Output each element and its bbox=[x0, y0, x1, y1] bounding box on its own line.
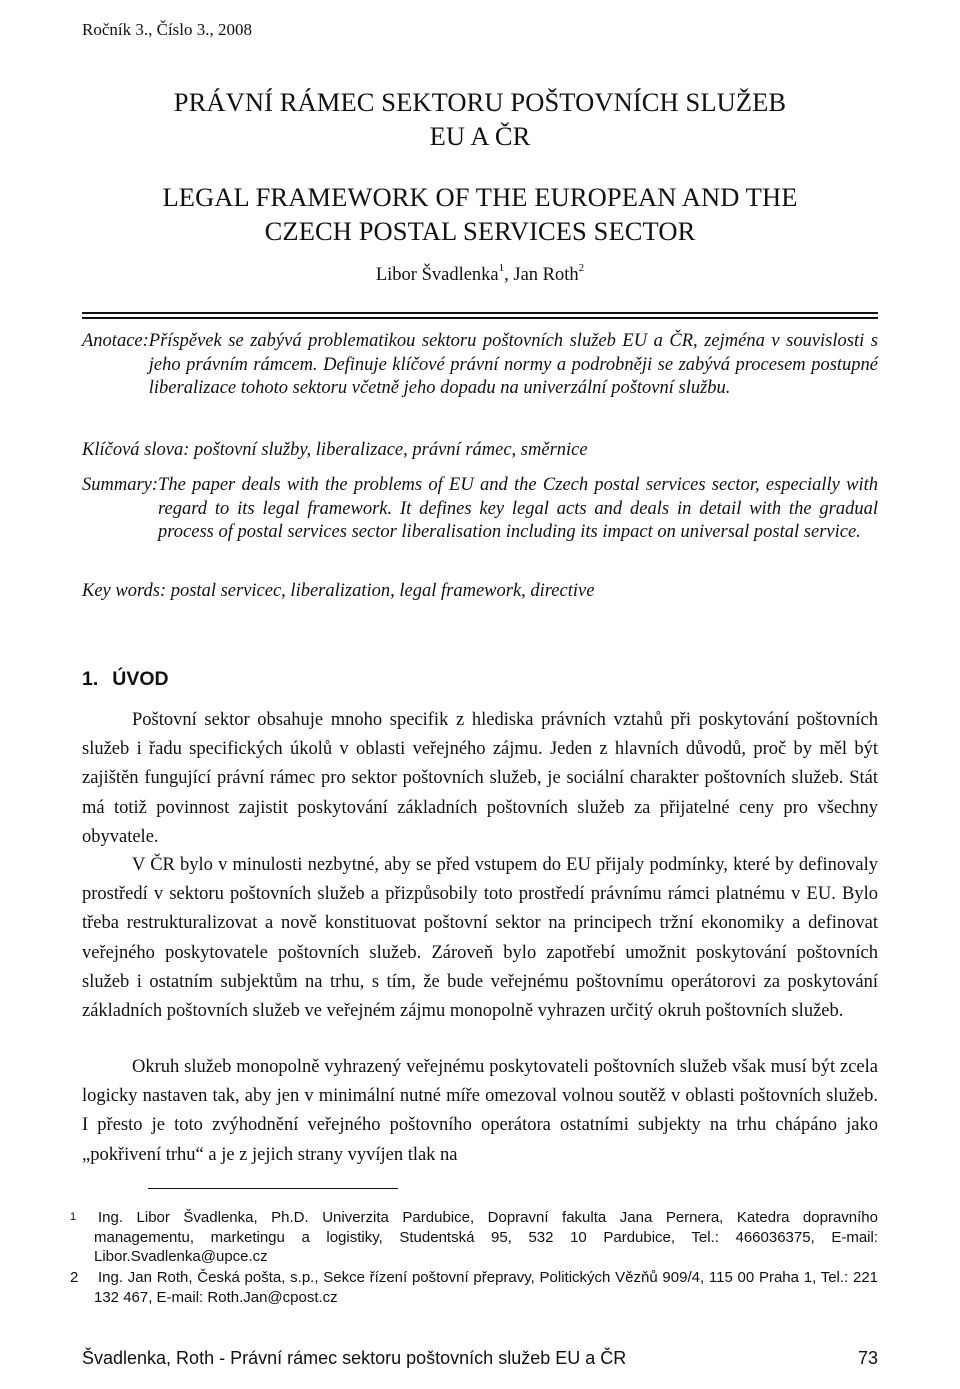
title-english bbox=[82, 180, 878, 248]
abstract-english bbox=[82, 474, 878, 545]
journal-issue-header: Ročník 3., Číslo 3., 2008 bbox=[82, 20, 253, 39]
double-rule-bottom bbox=[82, 317, 878, 319]
keywords-czech: Klíčová slova: poštovní služby, liberalizace, právní rámec, směrnice bbox=[82, 440, 588, 460]
paragraph-3: Okruh služeb monopolně vyhrazený veřejnému poskytovateli poštovních služeb však musí být zcela logicky nastaven tak, aby jen v minimální nutné míře omezoval volnou soutěž v oblasti poštovních služeb. I přesto je toto zvýhodnění veřejného poštovního operátora ostatními subjekty na trhu chápáno jako „pokřivení trhu“ a je z jejich strany vyvíjen tlak na bbox=[82, 1057, 878, 1165]
section-heading bbox=[82, 668, 169, 691]
footnote-2-mark: 2 bbox=[70, 1269, 79, 1286]
title-czech-line1: PRÁVNÍ RÁMEC SEKTORU POŠTOVNÍCH SLUŽEB bbox=[173, 87, 787, 117]
footnote-1-mark: 1 bbox=[70, 1211, 77, 1223]
double-rule-top bbox=[82, 312, 878, 314]
abstract-english-text: The paper deals with the problems of EU and the Czech postal services sector, especially with regard to its legal framework. It defines key legal acts and deals in detail with the gradual process of postal services sector liberalisation including its impact on universal postal service. bbox=[158, 475, 878, 542]
page-footer bbox=[82, 1348, 878, 1369]
title-czech bbox=[82, 85, 878, 153]
keywords-english: Key words: postal servicec, liberalization, legal framework, directive bbox=[82, 581, 595, 601]
abstract-czech-text: Příspěvek se zabývá problematikou sektoru poštovních služeb EU a ČR, zejména v souvislosti s jeho právním rámcem. Definuje klíčové právní normy a podrobněji se zabývá procesem postupné liberalizace tohoto sektoru včetně jeho dopadu na univerzální poštovní službu. bbox=[148, 331, 878, 398]
author-separator: , bbox=[504, 265, 514, 286]
footnote-1 bbox=[70, 1208, 878, 1267]
abstract-czech-label: Anotace: bbox=[82, 331, 149, 351]
section-title: ÚVOD bbox=[112, 668, 169, 690]
footnote-1-text: Ing. Libor Švadlenka, Ph.D. Univerzita Pardubice, Dopravní fakulta Jana Pernera, Katedra dopravního managementu, marketingu a logistiky, Studentská 95, 532 10 Pardubice, Tel.: 466036375, E-mail: Libor.Svadlenka@upce.cz bbox=[94, 1209, 878, 1265]
author-1: Libor Švadlenka bbox=[375, 265, 499, 286]
paragraph-2: V ČR bylo v minulosti nezbytné, aby se před vstupem do EU přijaly podmínky, které by definovaly prostředí v sektoru poštovních služeb a přizpůsobily toto prostředí právnímu rámci platnému v EU. Bylo třeba restrukturalizovat a nově konstituovat poštovní sektor na principech tržní ekonomiky a definovat veřejného poskytovatele poštovních služeb. Zároveň bylo zapotřebí umožnit poskytování poštovních služeb i ostatním subjektům na trhu, s tím, že bude veřejnému poštovnímu operátorovi za poskytování základních poštovních služeb ve veřejném zájmu monopolně vyhrazen určitý okruh poštovních služeb. bbox=[82, 855, 878, 1022]
page-number: 73 bbox=[857, 1348, 878, 1368]
title-english-line1: LEGAL FRAMEWORK OF THE EUROPEAN AND THE bbox=[162, 182, 798, 212]
authors bbox=[82, 264, 878, 286]
abstract-czech bbox=[82, 330, 878, 401]
author-2-footnote-mark: 2 bbox=[578, 262, 585, 274]
paragraph-1: Poštovní sektor obsahuje mnoho specifik z hlediska právních vztahů při poskytování poštovních služeb i řadu specifických úkolů v oblasti veřejného zájmu. Jeden z hlavních důvodů, proč by měl být zajištěn fungující právní rámec pro sektor poštovních služeb, je sociální charakter poštovních služeb. Stát má totiž povinnost zajistit poskytování základních poštovních služeb za přijatelné ceny pro všechny obyvatele. bbox=[82, 710, 878, 847]
footnote-2 bbox=[70, 1268, 878, 1307]
footnote-separator bbox=[148, 1188, 398, 1189]
footnote-2-text: Ing. Jan Roth, Česká pošta, s.p., Sekce řízení poštovní přepravy, Politických Vězňů 909/4, 115 00 Praha 1, Tel.: 221 132 467, E-mail: Roth.Jan@cpost.cz bbox=[94, 1269, 878, 1306]
title-english-line2: CZECH POSTAL SERVICES SECTOR bbox=[264, 216, 696, 246]
author-1-footnote-mark: 1 bbox=[498, 262, 505, 274]
running-title: Švadlenka, Roth - Právní rámec sektoru poštovních služeb EU a ČR bbox=[82, 1348, 627, 1368]
section-number: 1. bbox=[82, 668, 99, 690]
title-czech-line2: EU A ČR bbox=[429, 121, 531, 151]
abstract-english-label: Summary: bbox=[82, 475, 159, 495]
author-2: Jan Roth bbox=[513, 265, 579, 286]
